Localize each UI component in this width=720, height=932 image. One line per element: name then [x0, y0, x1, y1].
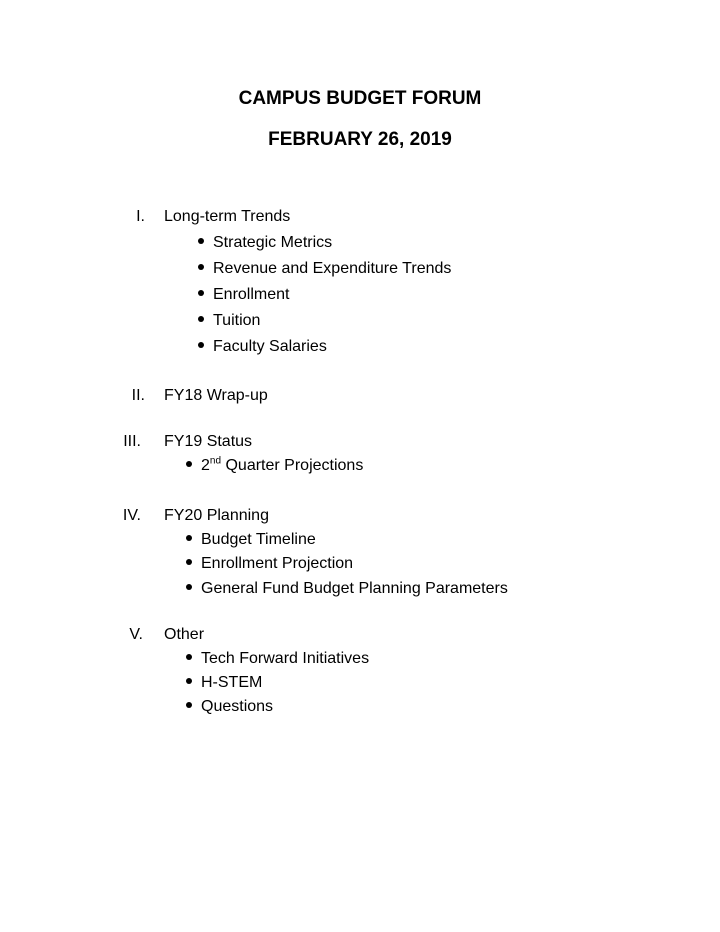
bullet-icon	[186, 654, 192, 660]
list-item: 2nd Quarter Projections	[186, 457, 363, 475]
bullet-icon	[198, 238, 204, 244]
bullet-icon	[186, 702, 192, 708]
list-item: Strategic Metrics	[198, 234, 332, 252]
list-item: Revenue and Expenditure Trends	[198, 260, 451, 278]
section-numeral-5: V.	[129, 626, 143, 643]
list-item: Faculty Salaries	[198, 338, 327, 356]
bullet-icon	[186, 535, 192, 541]
section-numeral-3: III.	[123, 433, 141, 450]
section-label-5: Other	[164, 626, 205, 643]
list-item: Enrollment	[198, 286, 289, 304]
bullet-icon	[198, 264, 204, 270]
bullet-icon	[198, 342, 204, 348]
bullet-icon	[186, 559, 192, 565]
section-numeral-4: IV.	[122, 507, 141, 524]
section-numeral-2: II.	[131, 387, 145, 404]
page-title: CAMPUS BUDGET FORUM	[238, 88, 482, 109]
list-item: Budget Timeline	[186, 531, 316, 549]
list-item: Enrollment Projection	[186, 555, 353, 573]
section-label-3: FY19 Status	[164, 433, 253, 450]
list-item: H-STEM	[186, 674, 262, 692]
list-item: Tuition	[198, 312, 260, 330]
bullet-icon	[198, 316, 204, 322]
list-item: Questions	[186, 698, 273, 716]
list-item: General Fund Budget Planning Parameters	[186, 580, 508, 598]
bullet-icon	[186, 584, 192, 590]
bullet-icon	[198, 290, 204, 296]
list-item: Tech Forward Initiatives	[186, 650, 369, 668]
section-numeral-1: I.	[136, 208, 145, 225]
page-date: FEBRUARY 26, 2019	[268, 129, 452, 150]
section-label-1: Long-term Trends	[164, 208, 291, 225]
section-label-2: FY18 Wrap-up	[164, 387, 268, 404]
bullet-icon	[186, 461, 192, 467]
section-label-4: FY20 Planning	[164, 507, 269, 524]
bullet-icon	[186, 678, 192, 684]
